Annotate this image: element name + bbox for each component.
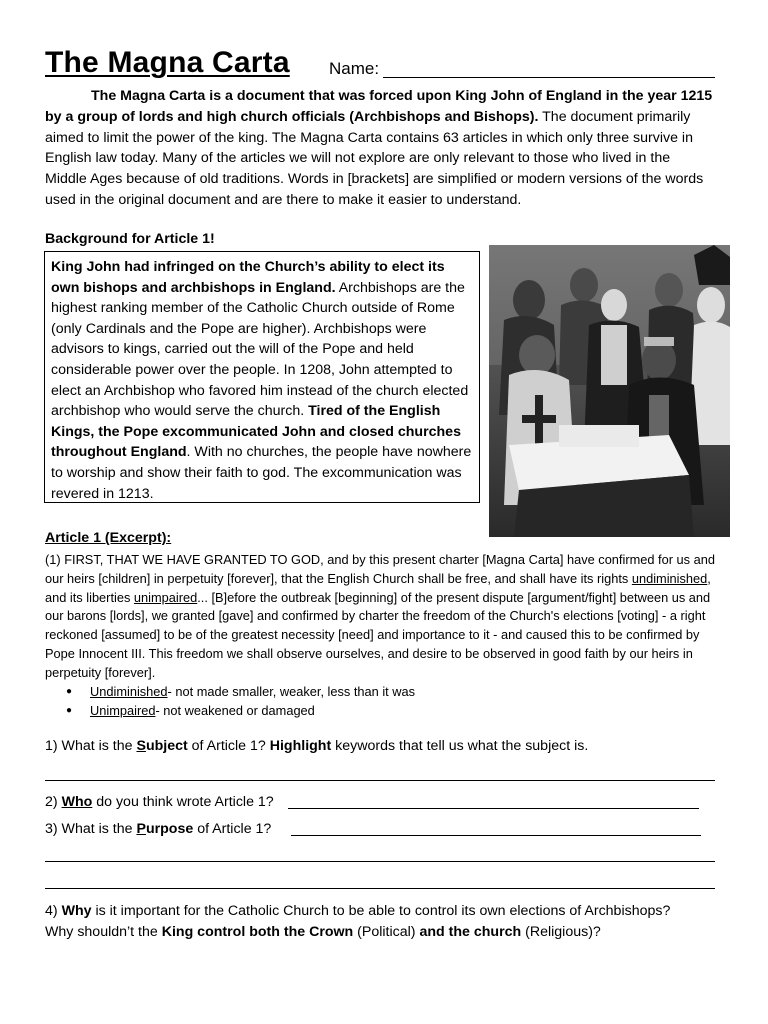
term-undiminished: undiminished [631, 570, 708, 586]
q1-highlight: Highlight [269, 738, 332, 754]
question-1 [45, 738, 588, 754]
q1-text-c: of Article 1? [187, 738, 270, 754]
q1-subject: ubject [145, 738, 188, 754]
vocab-term: Undiminished [90, 684, 168, 699]
q3-text-a: 3) What is the [45, 821, 137, 837]
q3-purpose: urpose [145, 821, 194, 837]
q4-church: and the church [419, 924, 522, 940]
q2-who: Who [61, 794, 93, 810]
list-item [66, 701, 415, 720]
background-box [44, 251, 480, 503]
background-bold-2: Tired of the English Kings, the Pope excommunicated John and closed churches throughout England [51, 403, 461, 461]
question-3 [45, 821, 271, 837]
intro-text: The document primarily aimed to limit the power of the king. The Magna Carta contains 63 articles in which only three survive in English law today. Many of the articles we will not explore are only relevant to those who lived in the Middle Ages because of old traditions. Words in [brackets] are simplified or modern versions of the words used in the original document and are there to make it easier to understand. [45, 108, 704, 208]
page-title: The Magna Carta [45, 46, 290, 79]
q3-p: P [136, 821, 146, 837]
intro-bold: The Magna Carta is a document that was forced upon King John of England in the year 1215 by a group of lords and high church officials (Archbishops and Bishops). [45, 88, 713, 125]
vocab-definition: - not made smaller, weaker, less than it was [167, 684, 416, 699]
vocab-definition: - not weakened or damaged [155, 703, 315, 718]
term-unimpaired: unimpaired [133, 589, 198, 605]
article-text-3: ... [B]efore the outbreak [beginning] of the present dispute [argument/fight] between us and our barons [lords], we granted [gave] and confirmed by charter the freedom of the Church's elections [voting] - a right reckoned [assumed] to be of the greatest necessity [need] and importance to it - and caused this to be confirmed by Pope Innocent III. This freedom we shall observe ourselves, and desire to be observed in good faith by our heirs in perpetuity [forever]. [45, 589, 711, 680]
background-text-1: Archbishops are the highest ranking member of the Catholic Church outside of Rome (only Cardinals and the Pope are higher). Archbishops were advisors to kings, carried out the will of the Pope and held considerable power over the people. In 1208, John attempted to elect an Archbishop who favored him instead of the church elected archbishop who would serve the church. [51, 279, 469, 420]
background-text-2: . With no churches, the people have nowhere to worship and show their faith to god. The excommunication was revered in 1213. [51, 444, 472, 502]
vocab-term: Unimpaired [90, 703, 156, 718]
q4-text-d: Why shouldn’t the [45, 924, 162, 940]
background-bold-1: King John had infringed on the Church’s ability to elect its own bishops and archbishops in England. [51, 259, 445, 296]
q4-text-c: is it important for the Catholic Church to be able to control its own elections of Archbishops? [91, 903, 671, 919]
q4-text-f: (Political) [353, 924, 420, 940]
bullet-icon: ● [66, 686, 73, 697]
vocabulary-list [66, 682, 415, 720]
bullet-icon: ● [66, 705, 73, 716]
q4-king-control: King control both the Crown [161, 924, 354, 940]
q1-text-a: 1) What is the [45, 738, 137, 754]
answer-line-3[interactable] [291, 835, 701, 836]
name-field[interactable] [383, 77, 715, 78]
intro-paragraph [45, 86, 715, 211]
answer-line-4[interactable] [45, 861, 715, 862]
article-heading: Article 1 (Excerpt): [45, 530, 172, 546]
q1-text-e: keywords that tell us what the subject is. [331, 738, 589, 754]
article-text-1: (1) FIRST, THAT WE HAVE GRANTED TO GOD, and by this present charter [Magna Carta] have confirmed for us and our heirs [children] in perpetuity [forever], that the English Church shall be free, and shall have its rights [45, 552, 715, 586]
magna-carta-engraving-image [489, 245, 730, 537]
answer-line-5[interactable] [45, 888, 715, 889]
q4-why: Why [61, 903, 92, 919]
answer-line-1[interactable] [45, 780, 715, 781]
article-excerpt [45, 551, 729, 683]
q3-text-c: of Article 1? [193, 821, 272, 837]
q4-text-a: 4) [45, 903, 62, 919]
q1-s: S [136, 738, 146, 754]
list-item [66, 682, 415, 701]
question-4 [45, 901, 735, 943]
question-2 [45, 794, 274, 810]
answer-line-2[interactable] [288, 808, 699, 809]
name-label: Name: [329, 59, 380, 78]
article-text-2: , and its liberties [45, 570, 711, 605]
q4-text-h: (Religious)? [521, 924, 601, 940]
background-heading: Background for Article 1! [45, 231, 215, 247]
q2-text-c: do you think wrote Article 1? [92, 794, 274, 810]
q2-text-a: 2) [45, 794, 62, 810]
